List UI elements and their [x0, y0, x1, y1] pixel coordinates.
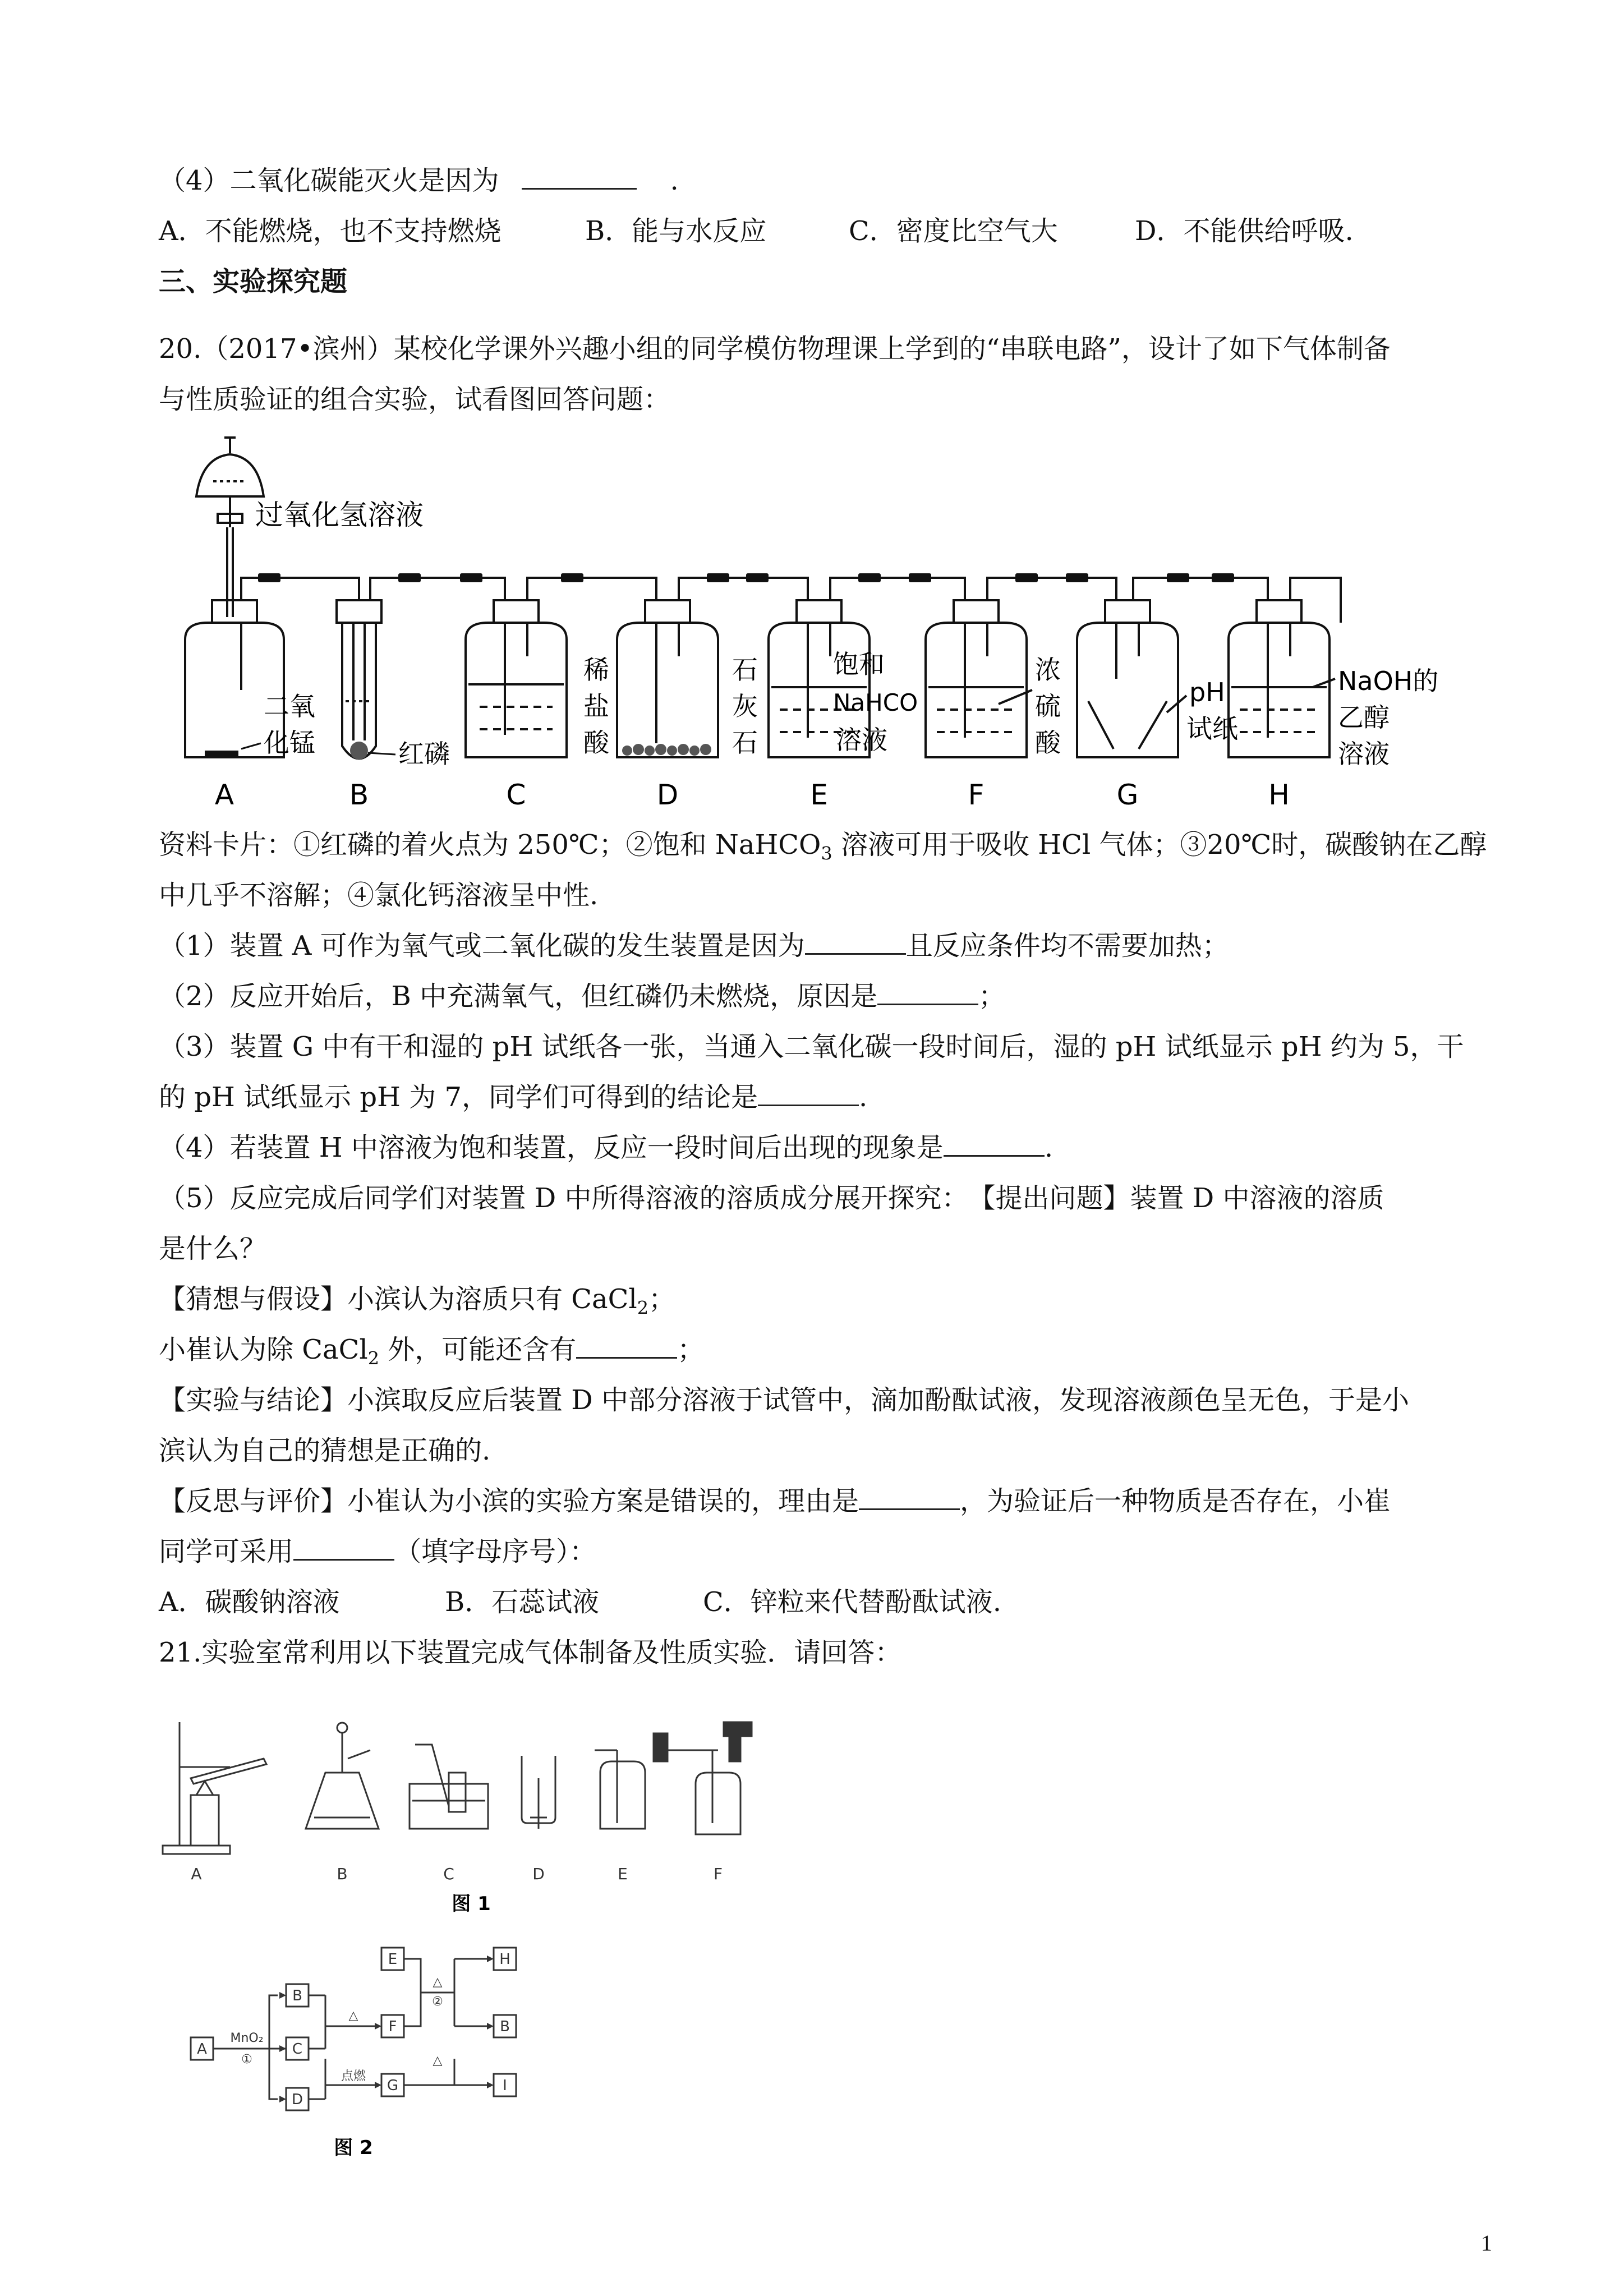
svg-text:稀: 稀 [583, 655, 609, 685]
reflection-line1: 【反思与评价】小崔认为小滨的实验方案是错误的，理由是 ，为验证后一种物质是否存在，小崔 [159, 1485, 1391, 1517]
label-f: F [968, 779, 984, 811]
svg-text:石: 石 [732, 655, 758, 685]
answer-blank[interactable] [859, 1486, 960, 1510]
q21-intro: 21.实验室常利用以下装置完成气体制备及性质实验．请回答： [159, 1637, 902, 1668]
svg-text:乙醇: 乙醇 [1338, 702, 1390, 733]
label-hydrogen-peroxide: 过氧化氢溶液 [255, 499, 424, 531]
svg-text:二氧: 二氧 [264, 691, 315, 721]
hypothesis-line2: 小崔认为除 CaCl$_2$ 外，可能还含有 ； [159, 1334, 705, 1369]
q20-part2: （2）反应开始后，B 中充满氧气，但红磷仍未燃烧，原因是 ； [159, 981, 1006, 1012]
svg-text:浓: 浓 [1035, 655, 1061, 685]
fig1-label-e: E [618, 1865, 628, 1883]
q20-option-b: B．石蕊试液 [445, 1586, 600, 1618]
bottle-g [1077, 600, 1186, 757]
bottle-c [466, 600, 567, 757]
fig1-label-a: A [191, 1865, 202, 1883]
svg-text:△: △ [433, 2054, 443, 2068]
svg-text:C: C [292, 2041, 303, 2058]
svg-text:F: F [388, 2018, 397, 2035]
svg-text:盐: 盐 [583, 691, 609, 721]
svg-text:△: △ [433, 1975, 443, 1989]
bottle-f [926, 600, 1032, 757]
label-g: G [1116, 779, 1139, 811]
label-c: C [506, 779, 526, 811]
red-phosphorus [350, 742, 368, 760]
page-number: 1 [1481, 2230, 1492, 2256]
limestone [622, 744, 711, 756]
reflection-line2: 同学可采用 （填字母序号）： [159, 1536, 597, 1567]
hypothesis-line1: 【猜想与假设】小滨认为溶质只有 CaCl$_2$； [159, 1283, 676, 1319]
svg-text:化锰: 化锰 [264, 728, 315, 758]
q20-part1: （1）装置 A 可作为氧气或二氧化碳的发生装置是因为 且反应条件均不需要加热； [159, 930, 1229, 961]
fig1-label-b: B [337, 1865, 348, 1883]
svg-text:红磷: 红磷 [398, 739, 450, 769]
q20-part3-line1: （3）装置 G 中有干和湿的 pH 试纸各一张，当通入二氧化碳一段时间后，湿的 pH 试纸显示 pH 约为 5，干 [159, 1031, 1464, 1062]
q20-part3-line2: 的 pH 试纸显示 pH 为 7，同学们可得到的结论是 . [159, 1082, 868, 1113]
fig1-label-c: C [443, 1865, 454, 1883]
experiment-line2: 滨认为自己的猜想是正确的. [159, 1435, 491, 1466]
svg-text:石: 石 [732, 728, 758, 758]
svg-text:②: ② [432, 1995, 443, 2009]
svg-text:NaOH的: NaOH的 [1338, 666, 1439, 696]
figure-1-caption: 图 1 [452, 1893, 491, 1915]
svg-text:①: ① [241, 2053, 252, 2067]
figure-1-apparatus [157, 1711, 802, 1918]
svg-text:硫: 硫 [1035, 691, 1061, 721]
svg-text:酸: 酸 [583, 728, 609, 758]
q19-part4: （4）二氧化碳能灭火是因为 . [159, 165, 679, 196]
svg-text:NaHCO: NaHCO [833, 689, 918, 716]
separatory-funnel [196, 454, 264, 496]
answer-blank[interactable] [576, 1335, 677, 1359]
svg-text:H: H [499, 1951, 510, 1968]
svg-text:G: G [387, 2077, 399, 2094]
svg-text:酸: 酸 [1035, 728, 1061, 758]
figure-2-flowchart [185, 1941, 578, 2221]
svg-text:B: B [500, 2018, 510, 2035]
answer-blank[interactable] [877, 981, 978, 1005]
label-a: A [214, 779, 234, 811]
resource-card-line1: 资料卡片：①红磷的着火点为 250℃；②饱和 NaHCO$_3$ 溶液可用于吸收 HCl 气体；③20℃时，碳酸钠在乙醇 [159, 829, 1487, 864]
label-b: B [349, 779, 369, 811]
section-heading: 三、实验探究题 [159, 266, 348, 297]
answer-blank[interactable] [805, 931, 906, 955]
svg-text:I: I [503, 2077, 507, 2094]
answer-blank[interactable] [293, 1536, 394, 1561]
q20-option-a: A．碳酸钠溶液 [159, 1586, 340, 1618]
svg-text:D: D [291, 2091, 303, 2108]
label-d: D [656, 779, 679, 811]
fig1-label-f: F [713, 1865, 723, 1883]
svg-text:pH: pH [1189, 677, 1225, 707]
q20-intro-line2: 与性质验证的组合实验，试看图回答问题： [159, 384, 671, 415]
svg-text:饱和: 饱和 [833, 649, 885, 679]
q20-part4: （4）若装置 H 中溶液为饱和装置，反应一段时间后出现的现象是 . [159, 1132, 1053, 1163]
svg-text:点燃: 点燃 [341, 2069, 366, 2083]
q20-part5-line1: （5）反应完成后同学们对装置 D 中所得溶液的溶质成分展开探究： 【提出问题】装置 D 中溶液的溶质 [159, 1182, 1384, 1214]
q19-option-d: D．不能供给呼吸. [1135, 215, 1354, 247]
svg-text:A: A [197, 2041, 207, 2058]
label-h: H [1268, 779, 1290, 811]
fig1-label-d: D [532, 1865, 545, 1883]
apparatus-diagram [157, 432, 1492, 813]
q20-part5-line2: 是什么？ [159, 1233, 267, 1264]
bottle-h [1229, 600, 1335, 757]
q20-intro-line1: 20.（2017•滨州）某校化学课外兴趣小组的同学模仿物理课上学到的“串联电路”，设计了如下气体制备 [159, 333, 1391, 365]
svg-text:灰: 灰 [732, 691, 758, 721]
test-tube-b [337, 600, 381, 759]
figure-2-caption: 图 2 [334, 2137, 373, 2159]
experiment-line1: 【实验与结论】小滨取反应后装置 D 中部分溶液于试管中，滴加酚酞试液，发现溶液颜色呈无色，于是小 [159, 1384, 1410, 1416]
svg-text:△: △ [348, 2009, 358, 2023]
svg-text:E: E [388, 1951, 398, 1968]
bottle-d [617, 600, 718, 757]
q19-option-a: A．不能燃烧，也不支持燃烧 [159, 215, 502, 247]
answer-blank[interactable] [758, 1082, 859, 1106]
q20-option-c: C．锌粒来代替酚酞试液. [703, 1586, 1001, 1618]
svg-text:溶液: 溶液 [1338, 739, 1390, 769]
svg-text:溶液: 溶液 [836, 725, 887, 755]
answer-blank[interactable] [944, 1133, 1045, 1157]
svg-text:试纸: 试纸 [1186, 714, 1238, 744]
label-e: E [810, 779, 828, 811]
q19-option-b: B．能与水反应 [585, 215, 767, 247]
answer-blank[interactable] [522, 165, 637, 190]
q19-option-c: C．密度比空气大 [849, 215, 1058, 247]
manganese-dioxide [205, 751, 238, 756]
svg-text:MnO₂: MnO₂ [230, 2031, 264, 2045]
svg-text:B: B [292, 1987, 302, 2004]
resource-card-line2: 中几乎不溶解；④氯化钙溶液呈中性. [159, 880, 599, 911]
